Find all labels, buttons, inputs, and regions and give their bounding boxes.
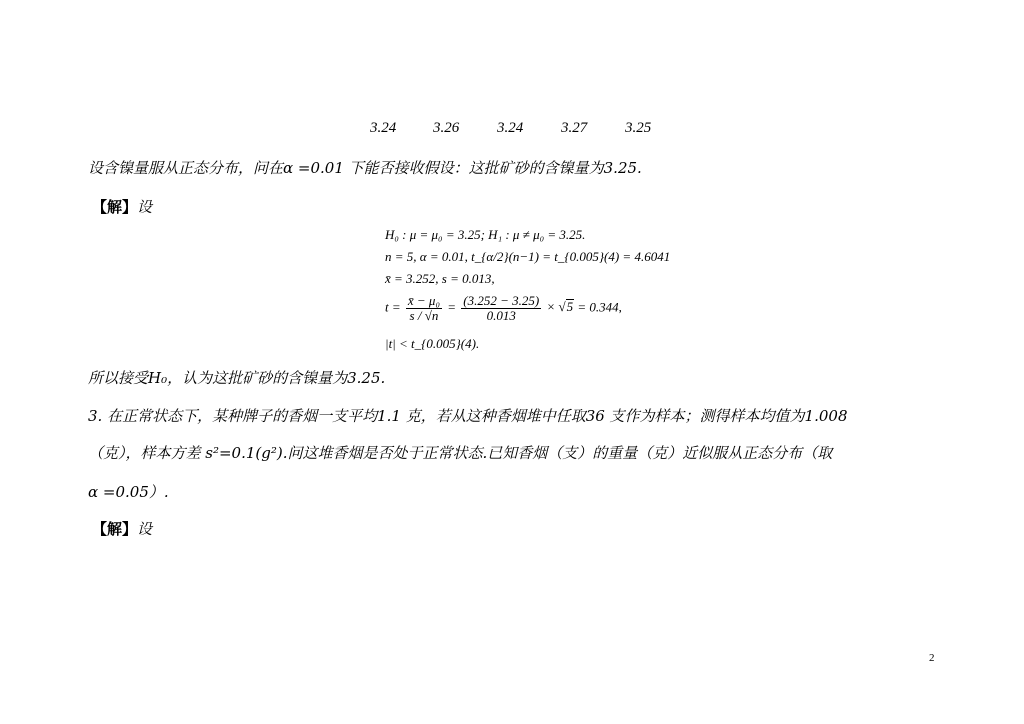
- fraction-values: [461, 294, 541, 323]
- sample-value: 3.24: [497, 120, 524, 136]
- solution-word: 设: [137, 198, 153, 216]
- fraction-formula: [406, 294, 442, 323]
- sample-value: 3.27: [561, 120, 588, 136]
- problem2-statement: 设含镍量服从正态分布，问在α =0.01 下能否接收假设：这批矿砂的含镍量为3.25.: [88, 159, 642, 177]
- fraction-denominator: 0.013: [486, 308, 516, 323]
- fraction-numerator: x̄ − μ₀: [407, 293, 440, 308]
- solution-label: 【解】: [92, 520, 138, 538]
- page-number: 2: [929, 652, 935, 664]
- t-statistic-line: [385, 294, 622, 323]
- sample-stats-line: x̄ = 3.252, s = 0.013,: [385, 271, 495, 286]
- t-equals: t =: [385, 299, 401, 315]
- problem3-line3: α =0.05）.: [88, 483, 169, 501]
- problem3-line1: 3. 在正常状态下，某种牌子的香烟一支平均1.1 克，若从这种香烟堆中任取36 支作为样本；测得样本均值为1.008: [88, 407, 848, 425]
- t-result: = 0.344,: [577, 299, 622, 315]
- problem2-conclusion: 所以接受H₀，认为这批矿砂的含镍量为3.25.: [88, 369, 386, 387]
- solution-word: 设: [137, 520, 153, 538]
- sample-value: 3.25: [625, 120, 652, 136]
- decision-line: |t| < t_{0.005}(4).: [385, 336, 480, 351]
- fraction-numerator: (3.252 − 3.25): [463, 293, 540, 308]
- problem3-line2: （克），样本方差 s²=0.1(g²).问这堆香烟是否处于正常状态.已知香烟（支）的重量（克）近似服从正态分布（取: [88, 444, 833, 462]
- parameters-line: n = 5, α = 0.01, t_{α/2}(n−1) = t_{0.005}(4) = 4.6041: [385, 249, 671, 264]
- solution-label: 【解】: [92, 198, 138, 216]
- problem3-solution-heading: [92, 518, 152, 539]
- sample-value: 3.24: [370, 120, 397, 136]
- sample-value: 3.26: [433, 120, 460, 136]
- times-sqrt: × √5: [546, 299, 574, 315]
- problem2-solution-heading: [92, 196, 152, 217]
- fraction-denominator: s / √n: [409, 308, 439, 323]
- hypothesis-line: H₀ : μ = μ₀ = 3.25; H₁ : μ ≠ μ₀ = 3.25.: [385, 227, 586, 242]
- sample-data-row: [0, 120, 1024, 140]
- equals-sign: =: [447, 299, 457, 315]
